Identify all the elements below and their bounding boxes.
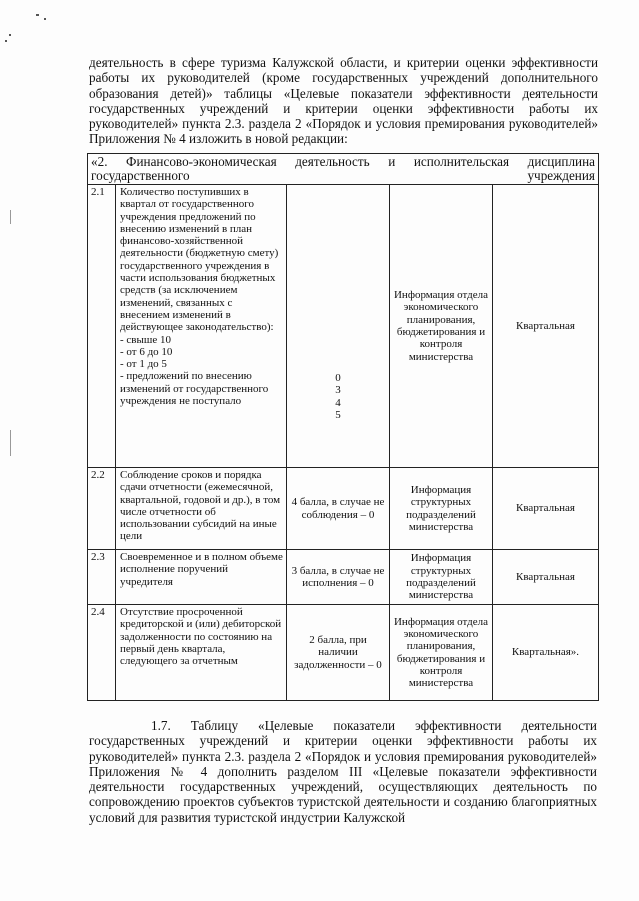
row-number: 2.1 [88,185,116,468]
score-value: 0 [335,372,341,384]
option-item: - от 6 до 10 [120,345,173,358]
bottom-paragraph-text: 1.7. Таблицу «Целевые показатели эффективности деятельности государственных учреждений и критерии оценки эффективности работы их руководителей» пункта 2.3. раздела 2 «Порядок и условия премирования руководителей» Приложения № 4 дополнить разделом III «Целевые показатели эффективности деятельности государственных учреждений, осуществляющих деятельность по сопровождению проектов субъектов туристской деятельности и созданию благоприятных условий для развития туристской индустрии Калужской [89,718,597,825]
criterion-cell [116,185,287,468]
period-cell: Квартальная [493,185,599,468]
source-cell: Информация структурных подразделений министерства [390,468,493,550]
criterion-text: Количество поступивших в квартал от государственного учреждения предложений по внесению изменений в план финансово-хозяйственной деятельности (бюджетную смету) государственного учреждения в части использования бюджетных средств (за исключением изменений, связанных с внесением изменений в действующее законодательство): [120,186,279,334]
period-cell: Квартальная [493,468,599,550]
score-cell: 2 балла, при наличии задолженности – 0 [287,605,390,701]
scan-speck [9,34,11,36]
kpi-table [87,153,599,701]
top-paragraph: деятельность в сфере туризма Калужской области, и критерии оценки эффективности работы их руководителей (кроме государственных учреждений дополнительного образования детей)» таблицы «Целевые показатели эффективности деятельности государственных учреждений и критерии оценки эффективности работы их руководителей» пункта 2.3. раздела 2 «Порядок и условия премирования руководителей» Приложения № 4 изложить в новой редакции: [89,55,598,147]
row-number: 2.4 [88,605,116,701]
source-cell: Информация структурных подразделений министерства [390,550,493,605]
section-title: «2. Финансово-экономическая деятельность и исполнительская дисциплина государственного учреждения [88,154,599,185]
score-value: 5 [335,408,341,421]
criterion-text: Отсутствие просроченной кредиторской и (или) дебиторской задолженности по состоянию на первый день квартала, следующего за отчетным [116,605,287,701]
period-cell: Квартальная». [493,605,599,701]
scan-speck [44,18,46,20]
source-cell: Информация отдела экономического планирования, бюджетирования и контроля министерства [390,185,493,468]
score-value: 4 [335,396,341,409]
table-row [88,550,599,605]
bottom-paragraph [89,718,597,825]
table-row [88,605,599,701]
row-number: 2.2 [88,468,116,550]
scan-speck [5,40,7,42]
score-cell: 3 балла, в случае не исполнения – 0 [287,550,390,605]
scan-speck [10,210,11,224]
score-value: 3 [335,384,341,397]
table-row [88,468,599,550]
score-cell: 4 балла, в случае не соблюдения – 0 [287,468,390,550]
source-cell: Информация отдела экономического планирования, бюджетирования и контроля министерства [390,605,493,701]
scan-speck [10,430,11,456]
period-cell: Квартальная [493,550,599,605]
scan-speck [36,14,39,16]
option-item: - от 1 до 5 [120,358,167,371]
criterion-text: Соблюдение сроков и порядка сдачи отчетности (ежемесячной, квартальной, годовой и др.), в том числе отчетности об использовании субсидий на иные цели [116,468,287,550]
row-number: 2.3 [88,550,116,605]
table-row [88,185,599,468]
criterion-text: Своевременное и в полном объеме исполнение поручений учредителя [116,550,287,605]
option-item: - свыше 10 [120,333,171,346]
option-item: - предложений по внесению изменений от государственного учреждения не поступало [120,370,269,408]
score-cell [287,185,390,468]
